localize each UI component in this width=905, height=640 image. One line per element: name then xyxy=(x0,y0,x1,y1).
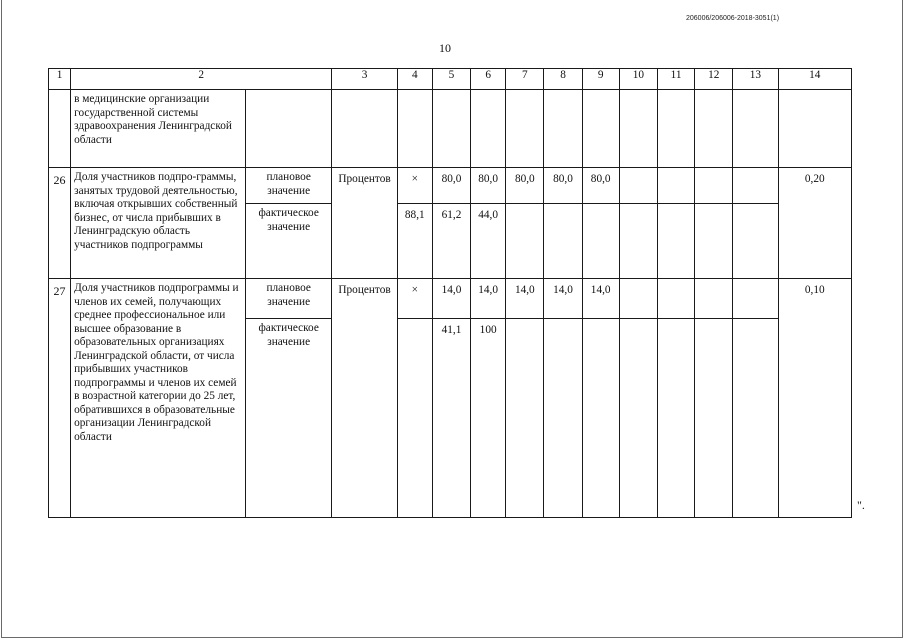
cell-value: 14,0 xyxy=(506,279,544,319)
cell-value: 14,0 xyxy=(432,279,470,319)
indicator-name: в медицинские организации государственной системы здравоохранения Ленинградской области xyxy=(71,90,246,168)
cell-value: 80,0 xyxy=(544,168,582,204)
cell-value: 14,0 xyxy=(544,279,582,319)
indicator-table xyxy=(48,68,852,518)
cell-value: 80,0 xyxy=(471,168,506,204)
cell-value: 44,0 xyxy=(471,204,506,279)
column-header: 2 xyxy=(71,69,332,90)
cell-value: 80,0 xyxy=(582,168,619,204)
cell-value: 41,1 xyxy=(432,319,470,518)
cell-value: 80,0 xyxy=(506,168,544,204)
table-row xyxy=(49,279,852,319)
column-header: 14 xyxy=(778,69,851,90)
column-header: 10 xyxy=(619,69,657,90)
weight-value: 0,10 xyxy=(778,279,851,518)
unit: Процентов xyxy=(332,168,397,279)
unit: Процентов xyxy=(332,279,397,518)
column-header: 9 xyxy=(582,69,619,90)
page-number: 10 xyxy=(439,41,451,55)
column-header: 4 xyxy=(397,69,432,90)
table-row xyxy=(49,168,852,204)
cell-value: 14,0 xyxy=(582,279,619,319)
value-kind-actual: фактическое значение xyxy=(245,204,331,279)
value-kind-planned: плановое значение xyxy=(245,168,331,204)
document-id: 206006/206006-2018-3051(1) xyxy=(686,15,780,22)
column-header-row xyxy=(49,69,852,90)
cell-value: × xyxy=(397,168,432,204)
column-header: 8 xyxy=(544,69,582,90)
row-number: 26 xyxy=(49,168,71,279)
column-header: 1 xyxy=(49,69,71,90)
cell-value: 80,0 xyxy=(432,168,470,204)
column-header: 6 xyxy=(471,69,506,90)
column-header: 3 xyxy=(332,69,397,90)
column-header: 11 xyxy=(657,69,694,90)
indicator-name: Доля участников подпро-граммы, занятых трудовой деятельностью, включая открывших собственный бизнес, от числа прибывших в Ленинградскую область участников подпрограммы xyxy=(71,168,246,279)
column-header: 12 xyxy=(695,69,733,90)
column-header: 7 xyxy=(506,69,544,90)
cell-value: × xyxy=(397,279,432,319)
continuation-row xyxy=(49,90,852,168)
closing-quote-mark: ". xyxy=(857,498,865,512)
cell-value xyxy=(397,319,432,518)
row-number: 27 xyxy=(49,279,71,518)
cell-value: 88,1 xyxy=(397,204,432,279)
cell-value: 61,2 xyxy=(432,204,470,279)
indicator-name: Доля участников подпрограммы и членов их семей, получающих среднее профессиональное или высшее образование в образовательных организациях Ленинградской области, от числа прибывших участников подпрограммы и членов их семей в возрастной категории до 25 лет, обратившихся в образовательные организации Ленинградской области xyxy=(71,279,246,518)
column-header: 5 xyxy=(432,69,470,90)
cell-value: 100 xyxy=(471,319,506,518)
value-kind-actual: фактическое значение xyxy=(245,319,331,518)
cell-value: 14,0 xyxy=(471,279,506,319)
column-header: 13 xyxy=(733,69,778,90)
value-kind-planned: плановое значение xyxy=(245,279,331,319)
weight-value: 0,20 xyxy=(778,168,851,279)
